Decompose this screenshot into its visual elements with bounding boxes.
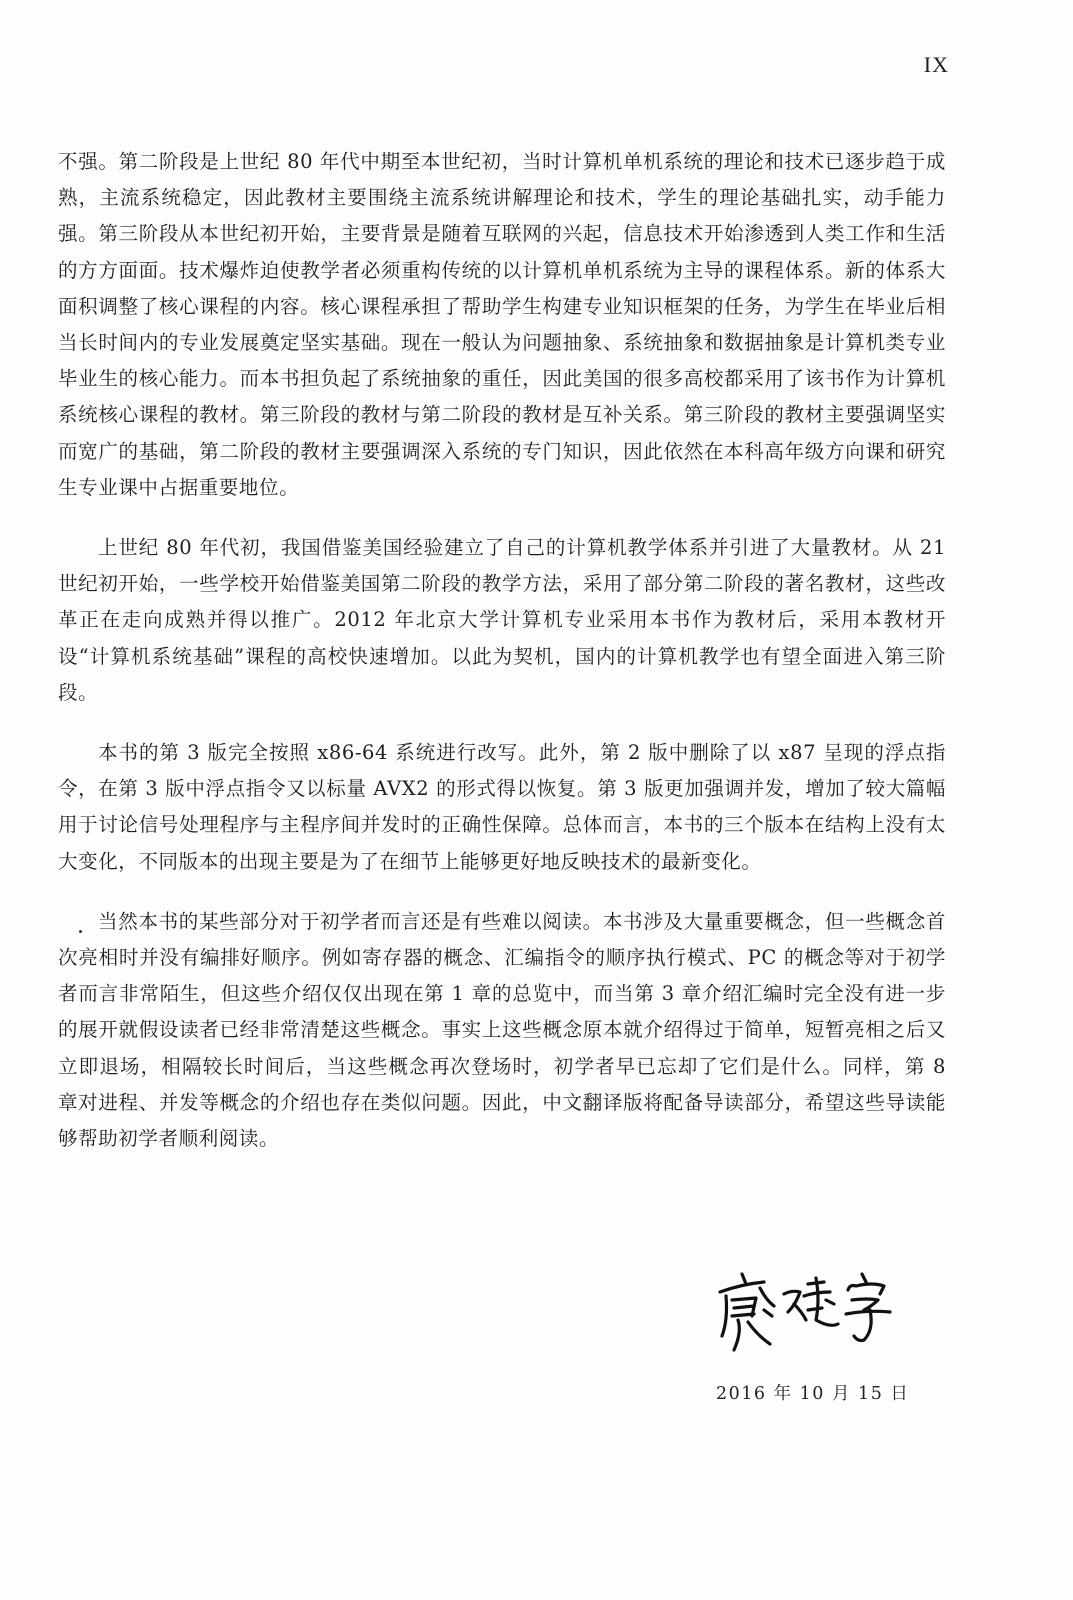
paragraph-china-history: 上世纪 80 年代初，我国借鉴美国经验建立了自己的计算机教学体系并引进了大量教材。从 21 世纪初开始，一些学校开始借鉴美国第二阶段的教学方法，采用了部分第二阶段的著名教材，这些改革正在走向成熟并得以推广。2012 年北京大学计算机专业采用本书作为教材后，采用本教材开设“计算机系统基础”课程的高校快速增加。以此为契机，国内的计算机教学也有望全面进入第三阶段。 — [58, 536, 946, 704]
paragraph-third-edition: 本书的第 3 版完全按照 x86-64 系统进行改写。此外，第 2 版中删除了以 x87 呈现的浮点指令，在第 3 版中浮点指令又以标量 AVX2 的形式得以恢复。第 3 版更加强调并发，增加了较大篇幅用于讨论信号处理程序与主程序间并发时的正确性保障。总体而言，本书的三个版本在结构上没有太大变化，不同版本的出现主要是为了在细节上能够更好地反映技术的最新变化。 — [58, 741, 946, 873]
signature-date: 2016 年 10 月 15 日 — [716, 1384, 910, 1404]
page-number: IX — [923, 52, 949, 77]
paragraph-continued: 不强。第二阶段是上世纪 80 年代中期至本世纪初，当时计算机单机系统的理论和技术已逐步趋于成熟，主流系统稳定，因此教材主要围绕主流系统讲解理论和技术，学生的理论基础扎实，动手能力强。第三阶段从本世纪初开始，主要背景是随着互联网的兴起，信息技术开始渗透到人类工作和生活的方方面面。技术爆炸迫使教学者必须重构传统的以计算机单机系统为主导的课程体系。新的体系大面积调整了核心课程的内容。核心课程承担了帮助学生构建专业知识框架的任务，为学生在毕业后相当长时间内的专业发展奠定坚实基础。现在一般认为问题抽象、系统抽象和数据抽象是计算机类专业毕业生的核心能力。而本书担负起了系统抽象的重任，因此美国的很多高校都采用了该书作为计算机系统核心课程的教材。第三阶段的教材与第二阶段的教材是互补关系。第三阶段的教材主要强调坚实而宽广的基础，第二阶段的教材主要强调深入系统的专门知识，因此依然在本科高年级方向课和研究生专业课中占据重要地位。 — [58, 150, 946, 499]
paragraph-reading-guide: 当然本书的某些部分对于初学者而言还是有些难以阅读。本书涉及大量重要概念，但一些概念首次亮相时并没有编排好顺序。例如寄存器的概念、汇编指令的顺序执行模式、PC 的概念等对于初学者而言非常陌生，但这些介绍仅仅出现在第 1 章的总览中，而当第 3 章介绍汇编时完全没有进一步的展开就假设读者已经非常清楚这些概念。事实上这些概念原本就介绍得过于简单，短暂亮相之后又立即退场，相隔较长时间后，当这些概念再次登场时，初学者早已忘却了它们是什么。同样，第 8 章对进程、并发等概念的介绍也存在类似问题。因此，中文翻译版将配备导读部分，希望这些导读能够帮助初学者顺利阅读。 — [58, 909, 946, 1151]
handwritten-signature — [712, 1270, 902, 1360]
signature-strokes — [712, 1270, 902, 1360]
stray-ink-dot — [79, 930, 82, 933]
body-text — [58, 144, 946, 1181]
